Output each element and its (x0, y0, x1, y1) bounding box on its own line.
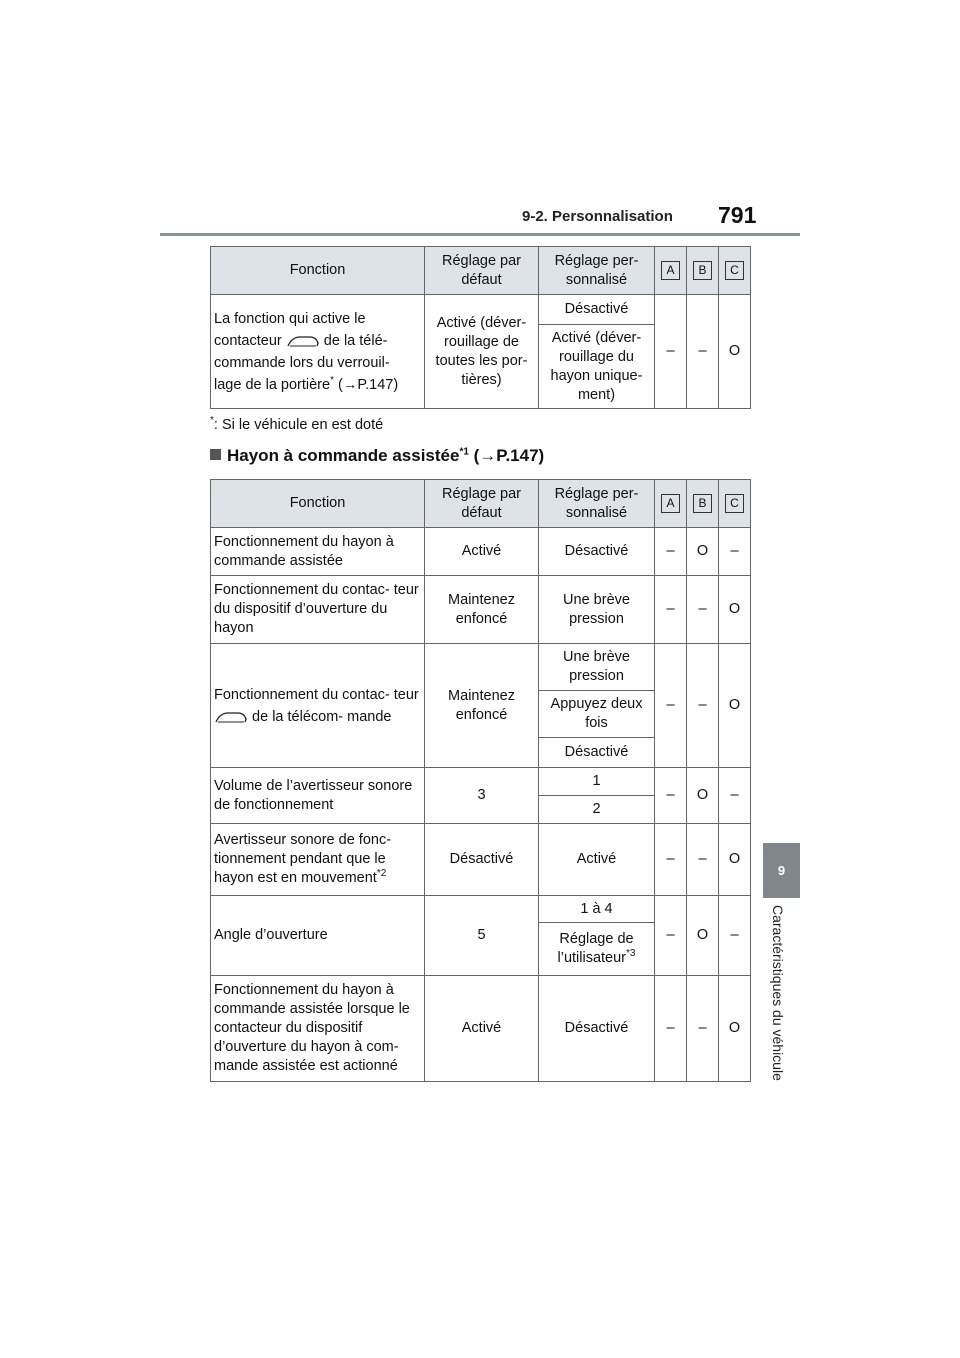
footnote: *: Si le véhicule en est doté (210, 415, 384, 433)
col-perso: Réglage per- sonnalisé (539, 480, 655, 528)
table-row: Fonctionnement du contac- teur de la télécom- mande Maintenez enfoncé Une brève pression – – O (211, 644, 751, 691)
table-row: Fonctionnement du hayon à commande assistée Activé Désactivé – O – (211, 528, 751, 576)
col-c: C (719, 247, 751, 295)
square-bullet-icon (210, 449, 221, 460)
col-b: B (687, 480, 719, 528)
table-row: Angle d’ouverture 5 1 à 4 – O – (211, 896, 751, 923)
table-row: Fonctionnement du hayon à commande assistée lorsque le contacteur du dispositif d’ouverture du hayon à com- mande assistée est actionné Activé Désactivé – – O (211, 976, 751, 1082)
header-rule (160, 233, 800, 236)
col-c: C (719, 480, 751, 528)
settings-table-2: Fonction Réglage par défaut Réglage per- sonnalisé A B C Fonctionnement du hayon à commande assistée Activé Désactivé – O – Fonctionnement du contac- teur du dispositif d’ouverture du hayon Maintenez enfoncé Une brève pression – – O Fonctionnement du contac- teur de la télécom- mande Maintenez enfoncé Une brève pression – – O Appuyez deux fois Désactivé Volume de l’avertisseur sonore de fonctionnement 3 1 – O – 2 Avertisseur sonore de fonc- tionnement pendant que le hayon est en mouvement$^{*2}$ Désactivé Activé – – O Angle d’ouverture 5 1 à 4 – O – Réglage de l’utilisateur$^{*3}$ Fonctionnement du hayon à commande assistée lorsque le contacteur du dispositif d’ouverture du hayon à com- mande assistée est actionné Activé Désactivé – – O (210, 479, 751, 1082)
cell-c: O (719, 295, 751, 409)
col-a: A (655, 480, 687, 528)
default-value: Activé (déver- rouillage de toutes les por- tières) (425, 295, 539, 409)
tailgate-key-icon (286, 334, 320, 348)
cell-b: – (687, 295, 719, 409)
settings-table-1 (210, 246, 751, 409)
page-number: 791 (718, 202, 757, 228)
tailgate-key-icon (214, 710, 248, 724)
cell-a: – (655, 295, 687, 409)
col-fonction: Fonction (211, 247, 425, 295)
chapter-title: Caractéristiques du véhicule (770, 905, 786, 1081)
col-a: A (655, 247, 687, 295)
col-fonction: Fonction (211, 480, 425, 528)
table-row: Volume de l’avertisseur sonore de fonctionnement 3 1 – O – (211, 768, 751, 796)
table-row: Fonctionnement du contac- teur du dispositif d’ouverture du hayon Maintenez enfoncé Une brève pression – – O (211, 576, 751, 644)
chapter-side-label (770, 905, 794, 1155)
option-value: Désactivé (539, 295, 655, 325)
table-row-func: La fonction qui active le contacteur de la télé- commande lors du verrouil- lage de la portière* (→P.147) (211, 295, 425, 409)
section-heading: Hayon à commande assistée$^{*1}$ (→P.147) (210, 446, 544, 466)
col-perso: Réglage per- sonnalisé (539, 247, 655, 295)
table-row: Avertisseur sonore de fonc- tionnement pendant que le hayon est en mouvement$^{*2}$ Désactivé Activé – – O (211, 824, 751, 896)
option-value: Activé (déver- rouillage du hayon unique- ment) (539, 325, 655, 409)
col-b: B (687, 247, 719, 295)
col-defaut: Réglage par défaut (425, 480, 539, 528)
chapter-tab: 9 (763, 843, 800, 898)
col-defaut: Réglage par défaut (425, 247, 539, 295)
section-header-title: 9-2. Personnalisation (522, 208, 673, 225)
